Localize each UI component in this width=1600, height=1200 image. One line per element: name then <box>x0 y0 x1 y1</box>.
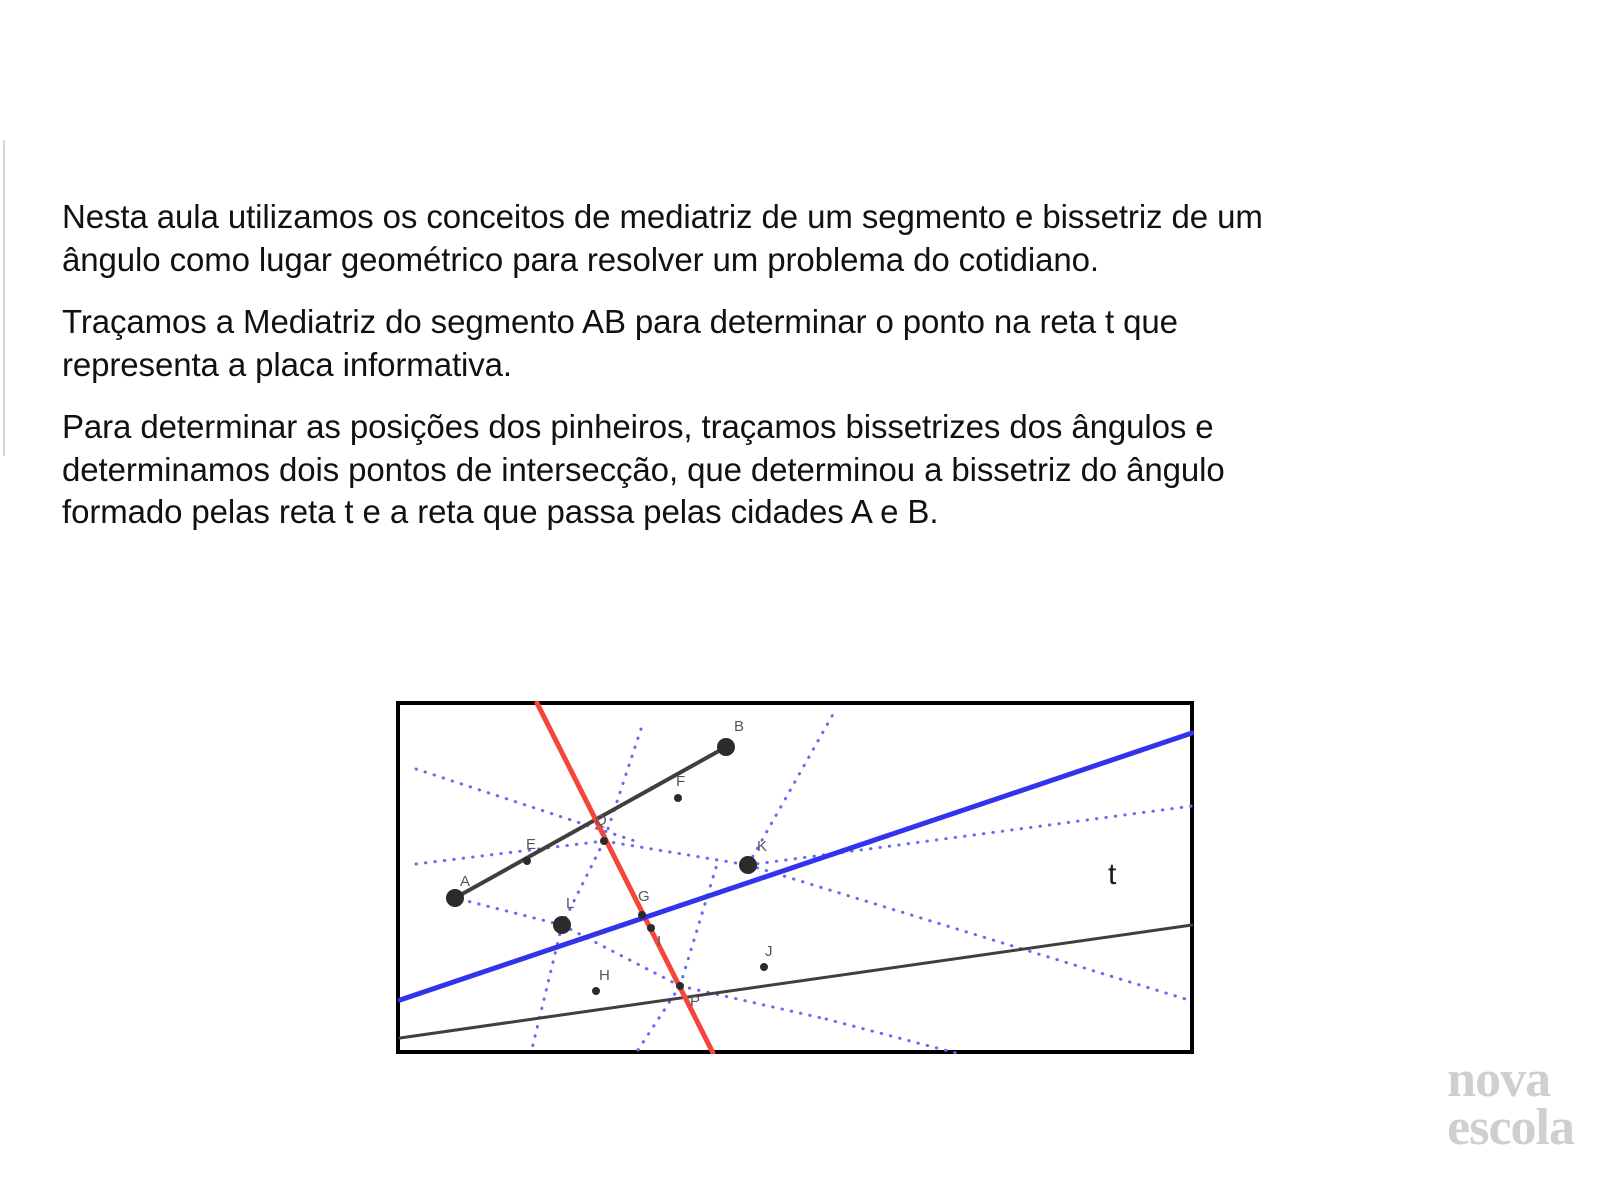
point-label-I: I <box>657 933 662 950</box>
point-label-E: E <box>526 836 537 853</box>
paragraph-2: Traçamos a Mediatriz do segmento AB para determinar o ponto na reta t que representa a placa informativa. <box>62 303 1178 383</box>
point-I[interactable] <box>647 924 655 932</box>
point-label-B: B <box>734 718 745 735</box>
logo-line-nova: nova <box>1447 1051 1551 1109</box>
point-G[interactable] <box>638 911 646 919</box>
paragraph-3: Para determinar as posições dos pinheiros, traçamos bissetrizes dos ângulos e determinamos dois pontos de intersecção, que determinou a bissetriz do ângulo formado pelas reta t e a reta que passa pelas cidades A e B. <box>62 408 1225 531</box>
point-H[interactable] <box>592 987 600 995</box>
point-label-K: K <box>757 838 768 855</box>
figure-frame <box>398 703 1192 1052</box>
point-label-L: L <box>566 895 575 912</box>
point-L[interactable] <box>553 916 571 934</box>
point-label-F: F <box>676 773 686 790</box>
point-label-A: A <box>460 873 471 890</box>
point-label-Q: Q <box>595 812 607 829</box>
point-label-P: P <box>690 993 701 1010</box>
point-B[interactable] <box>717 738 735 756</box>
point-F[interactable] <box>674 794 682 802</box>
point-K[interactable] <box>739 856 757 874</box>
paragraph-1: Nesta aula utilizamos os conceitos de mediatriz de um segmento e bissetriz de um ângulo como lugar geométrico para resolver um problema do cotidiano. <box>62 198 1263 278</box>
point-J[interactable] <box>760 963 768 971</box>
point-label-H: H <box>599 967 610 984</box>
point-E[interactable] <box>523 857 531 865</box>
nova-escola-logo <box>1447 1051 1574 1157</box>
line-t-label: t <box>1108 858 1117 891</box>
point-label-J: J <box>765 943 773 960</box>
left-margin-rule <box>3 140 5 456</box>
point-label-G: G <box>638 888 650 905</box>
slide-text-block <box>62 196 1302 534</box>
logo-line-escola: escola <box>1447 1099 1574 1157</box>
point-A[interactable] <box>446 889 464 907</box>
geometry-canvas <box>396 701 1194 1054</box>
point-Q[interactable] <box>600 837 608 845</box>
geometry-figure <box>396 701 1194 1054</box>
point-P[interactable] <box>676 982 684 990</box>
